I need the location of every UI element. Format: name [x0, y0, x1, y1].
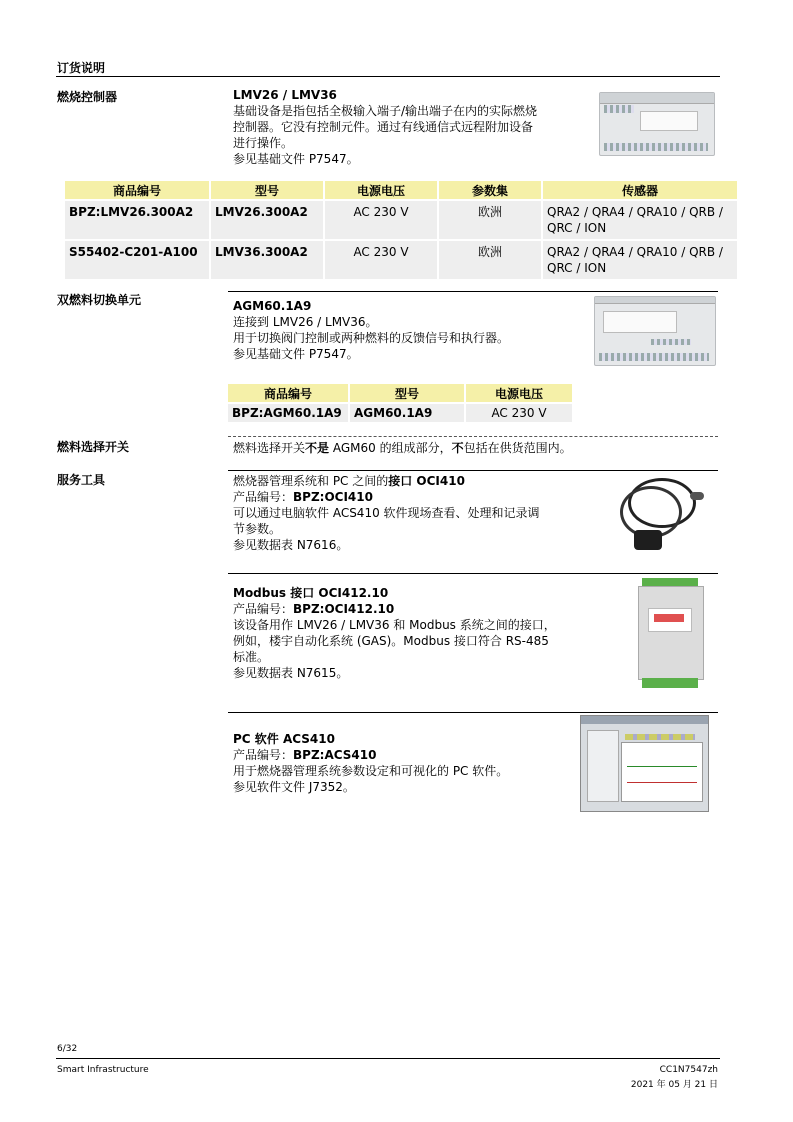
acs410-line: 参见软件文件 J7352。 — [233, 780, 355, 794]
order-number-label: 产品编号： — [233, 748, 294, 762]
dual-fuel-line: 参见基础文件 P7547。 — [233, 347, 359, 361]
doc-date: 2021 年 05 月 21 日 — [630, 1080, 718, 1090]
oci412-module-photo — [634, 578, 708, 690]
section-label-burner-control: 燃烧控制器 — [57, 90, 118, 104]
oci412-heading: Modbus 接口 OCI412.10 — [233, 586, 389, 600]
supply-voltage: AC 230 V — [325, 201, 437, 239]
table-row — [228, 404, 572, 422]
acs410-screenshot — [580, 715, 709, 812]
section-label-dual-fuel: 双燃料切换单元 — [57, 293, 142, 307]
type: LMV26.300A2 — [211, 201, 323, 239]
note-emphasis: 不是 — [305, 441, 330, 455]
section-rule — [228, 573, 718, 574]
note-text: AGM60 的组成部分， — [329, 441, 452, 455]
oci412-line: 标准。 — [233, 650, 270, 664]
table-header-row — [228, 384, 572, 402]
dual-fuel-line: 连接到 LMV26 / LMV36。 — [233, 315, 378, 329]
type: AGM60.1A9 — [350, 404, 464, 422]
col-header: 电源电压 — [325, 181, 437, 199]
acs410-text — [233, 731, 573, 795]
table-row — [65, 201, 737, 239]
order-number: BPZ:ACS410 — [293, 748, 377, 762]
acs410-line: 用于燃烧器管理系统参数设定和可视化的 PC 软件。 — [233, 764, 509, 778]
table-row — [65, 241, 737, 279]
burner-control-line: 控制器。它没有控制元件。通过有线通信式远程附加设备 — [233, 120, 534, 134]
col-header: 商品编号 — [65, 181, 209, 199]
order-number: BPZ:OCI410 — [293, 490, 373, 504]
sensors-line: QRC / ION — [547, 261, 607, 275]
oci412-line: 该设备用作 LMV26 / LMV36 和 Modbus 系统之间的接口， — [233, 618, 556, 632]
col-header: 传感器 — [543, 181, 737, 199]
parameter-set: 欧洲 — [439, 201, 541, 239]
lmv-controller-photo — [597, 88, 717, 158]
oci412-line: 参见数据表 N7615。 — [233, 666, 349, 680]
oci412-line: 例如，楼宇自动化系统 (GAS)。Modbus 接口符合 RS-485 — [233, 634, 549, 648]
order-number-label: 产品编号： — [233, 490, 294, 504]
col-header: 商品编号 — [228, 384, 348, 402]
burner-control-heading: LMV26 / LMV36 — [233, 88, 337, 102]
oci410-cable-photo — [610, 474, 710, 554]
title-rule — [56, 76, 720, 77]
type: LMV36.300A2 — [211, 241, 323, 279]
doc-id: CC1N7547zh — [659, 1065, 718, 1075]
page-number: 6/32 — [57, 1044, 78, 1054]
oci410-line: 节参数。 — [233, 522, 282, 536]
agm60-photo — [591, 292, 718, 370]
section-label-fuel-switch: 燃料选择开关 — [57, 440, 130, 454]
sensors-line: QRA2 / QRA4 / QRA10 / QRB / — [547, 245, 723, 259]
company-name: Smart Infrastructure — [57, 1065, 149, 1075]
burner-control-line: 基础设备是指包括全极输入端子/输出端子在内的实际燃烧 — [233, 104, 538, 118]
sensors — [543, 241, 737, 279]
fuel-switch-note — [233, 439, 572, 456]
burner-control-line: 进行操作。 — [233, 136, 294, 150]
dual-fuel-order-table — [226, 382, 574, 424]
col-header: 型号 — [350, 384, 464, 402]
oci410-text — [233, 473, 573, 553]
sensors-line: QRC / ION — [547, 221, 607, 235]
order-number: BPZ:LMV26.300A2 — [65, 201, 209, 239]
acs410-heading: PC 软件 ACS410 — [233, 732, 335, 746]
section-rule — [228, 470, 718, 471]
burner-control-text — [233, 87, 573, 167]
sensors-line: QRA2 / QRA4 / QRA10 / QRB / — [547, 205, 723, 219]
order-number: S55402-C201-A100 — [65, 241, 209, 279]
page-title: 订货说明 — [57, 61, 106, 75]
dual-fuel-heading: AGM60.1A9 — [233, 299, 312, 313]
oci410-line: 可以通过电脑软件 ACS410 软件现场查看、处理和记录调 — [233, 506, 540, 520]
oci410-title-emphasis: 接口 OCI410 — [388, 474, 465, 488]
burner-control-order-table — [63, 179, 739, 281]
section-rule-dashed — [228, 436, 718, 437]
dual-fuel-line: 用于切换阀门控制或两种燃料的反馈信号和执行器。 — [233, 331, 510, 345]
footer-rule — [56, 1058, 720, 1059]
sensors — [543, 201, 737, 239]
section-label-service-tools: 服务工具 — [57, 473, 106, 487]
supply-voltage: AC 230 V — [325, 241, 437, 279]
order-number: BPZ:OCI412.10 — [293, 602, 395, 616]
col-header: 电源电压 — [466, 384, 572, 402]
note-emphasis: 不 — [451, 441, 464, 455]
oci410-title: 燃烧器管理系统和 PC 之间的 — [233, 474, 389, 488]
oci412-text — [233, 585, 573, 681]
dual-fuel-text — [233, 298, 573, 362]
order-number-label: 产品编号： — [233, 602, 294, 616]
note-text: 包括在供货范围内。 — [463, 441, 572, 455]
oci410-line: 参见数据表 N7616。 — [233, 538, 349, 552]
order-number: BPZ:AGM60.1A9 — [228, 404, 348, 422]
note-text: 燃料选择开关 — [233, 441, 306, 455]
parameter-set: 欧洲 — [439, 241, 541, 279]
burner-control-line: 参见基础文件 P7547。 — [233, 152, 359, 166]
col-header: 参数集 — [439, 181, 541, 199]
section-rule — [228, 712, 718, 713]
col-header: 型号 — [211, 181, 323, 199]
supply-voltage: AC 230 V — [466, 404, 572, 422]
table-header-row — [65, 181, 737, 199]
